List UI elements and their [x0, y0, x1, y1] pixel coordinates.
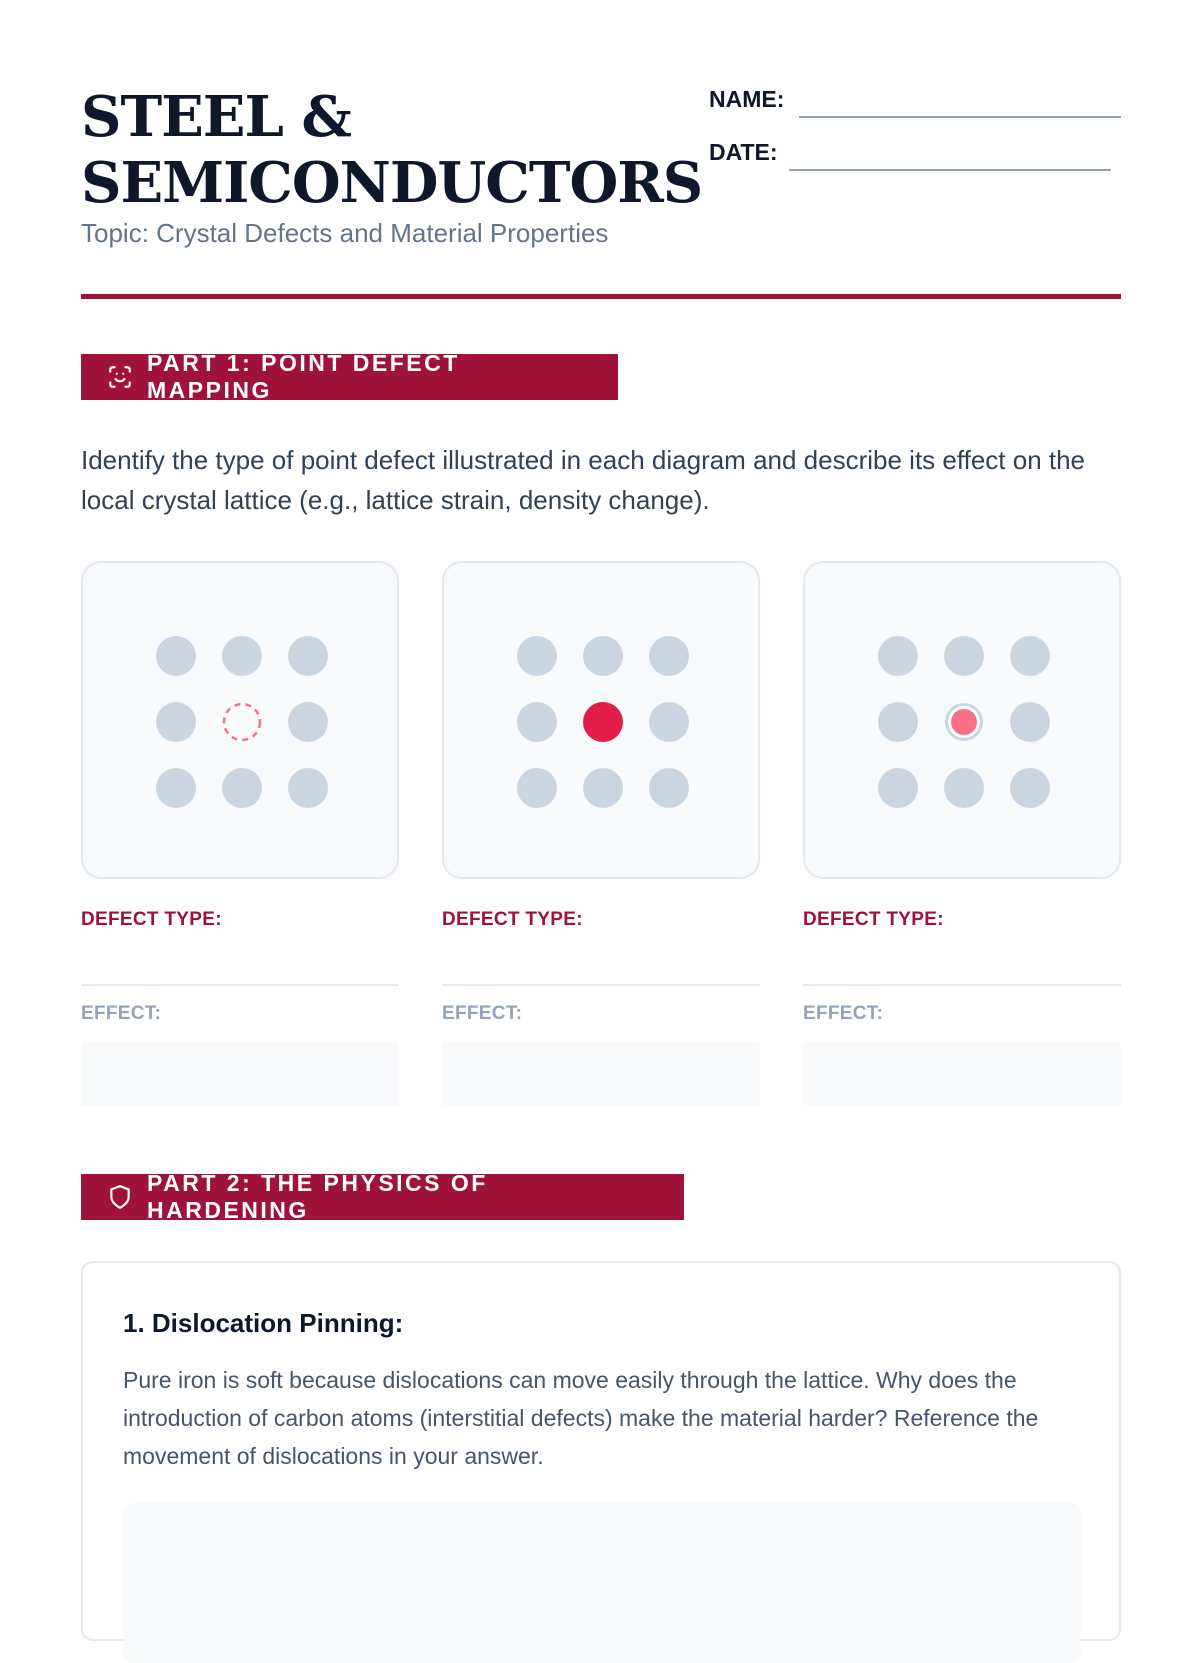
lattice-atom — [156, 768, 196, 808]
effect-field-1[interactable] — [81, 1041, 399, 1106]
header-divider — [81, 294, 1121, 299]
vacancy-site — [224, 704, 260, 740]
lattice-atom — [517, 702, 557, 742]
name-row — [709, 84, 1121, 137]
scan-face-icon — [107, 364, 133, 390]
date-field[interactable] — [789, 169, 1111, 171]
lattice-atom — [649, 702, 689, 742]
title-line-2: SEMICONDUCTORS — [81, 150, 703, 216]
worksheet-topic: Topic: Crystal Defects and Material Properties — [81, 218, 609, 248]
date-label: DATE: — [709, 139, 778, 165]
question-title: 1. Dislocation Pinning: — [123, 1308, 404, 1338]
part1-heading-text: PART 1: POINT DEFECT MAPPING — [147, 350, 460, 403]
diagram-substitutional — [442, 561, 760, 879]
defect-type-field-3[interactable] — [803, 984, 1121, 986]
substitutional-atom — [583, 702, 623, 742]
lattice-atom — [944, 768, 984, 808]
effect-label-2: EFFECT: — [442, 1003, 523, 1024]
shield-icon — [107, 1184, 133, 1210]
lattice-atom — [156, 702, 196, 742]
diagram-interstitial — [803, 561, 1121, 879]
name-label: NAME: — [709, 86, 785, 112]
lattice-atom — [288, 768, 328, 808]
defect-type-field-2[interactable] — [442, 984, 760, 986]
lattice-atom — [583, 768, 623, 808]
lattice-substitutional — [444, 563, 762, 881]
lattice-interstitial — [805, 563, 1123, 881]
lattice-atom — [517, 636, 557, 676]
name-field[interactable] — [799, 116, 1121, 118]
part1-instructions: Identify the type of point defect illustrated in each diagram and describe its effect on the local crystal lattice (e.g., lattice strain, density change). — [81, 445, 1086, 515]
interstitial-atom — [951, 709, 977, 735]
effect-label-1: EFFECT: — [81, 1003, 162, 1024]
question-card — [81, 1261, 1121, 1641]
lattice-vacancy — [83, 563, 401, 881]
part1-heading — [81, 350, 618, 403]
lattice-atom — [944, 636, 984, 676]
student-info — [709, 84, 1121, 190]
date-row — [709, 137, 1121, 190]
defect-type-label-1: DEFECT TYPE: — [81, 909, 222, 930]
part2-heading-text: PART 2: THE PHYSICS OF HARDENING — [147, 1170, 488, 1223]
lattice-atom — [517, 768, 557, 808]
effect-field-2[interactable] — [442, 1041, 760, 1106]
defect-type-label-3: DEFECT TYPE: — [803, 909, 944, 930]
question-text: Pure iron is soft because dislocations can move easily through the lattice. Why does the introduction of carbon atoms (interstitial defects) make the material harder? Reference the movement of dislocations in your answer. — [123, 1367, 1039, 1469]
lattice-atom — [878, 768, 918, 808]
lattice-atom — [583, 636, 623, 676]
lattice-atom — [222, 768, 262, 808]
effect-field-3[interactable] — [803, 1041, 1121, 1106]
lattice-atom — [878, 636, 918, 676]
lattice-atom — [1010, 702, 1050, 742]
lattice-atom — [878, 702, 918, 742]
defect-type-label-2: DEFECT TYPE: — [442, 909, 583, 930]
lattice-atom — [649, 768, 689, 808]
lattice-atom — [1010, 636, 1050, 676]
lattice-atom — [156, 636, 196, 676]
answer-field[interactable] — [123, 1503, 1081, 1663]
worksheet-title — [81, 84, 703, 216]
lattice-atom — [222, 636, 262, 676]
part2-heading — [81, 1170, 684, 1223]
defect-type-field-1[interactable] — [81, 984, 399, 986]
title-line-1: STEEL & — [81, 84, 351, 150]
lattice-atom — [1010, 768, 1050, 808]
effect-label-3: EFFECT: — [803, 1003, 884, 1024]
diagram-vacancy — [81, 561, 399, 879]
lattice-atom — [288, 636, 328, 676]
lattice-atom — [288, 702, 328, 742]
lattice-atom — [649, 636, 689, 676]
